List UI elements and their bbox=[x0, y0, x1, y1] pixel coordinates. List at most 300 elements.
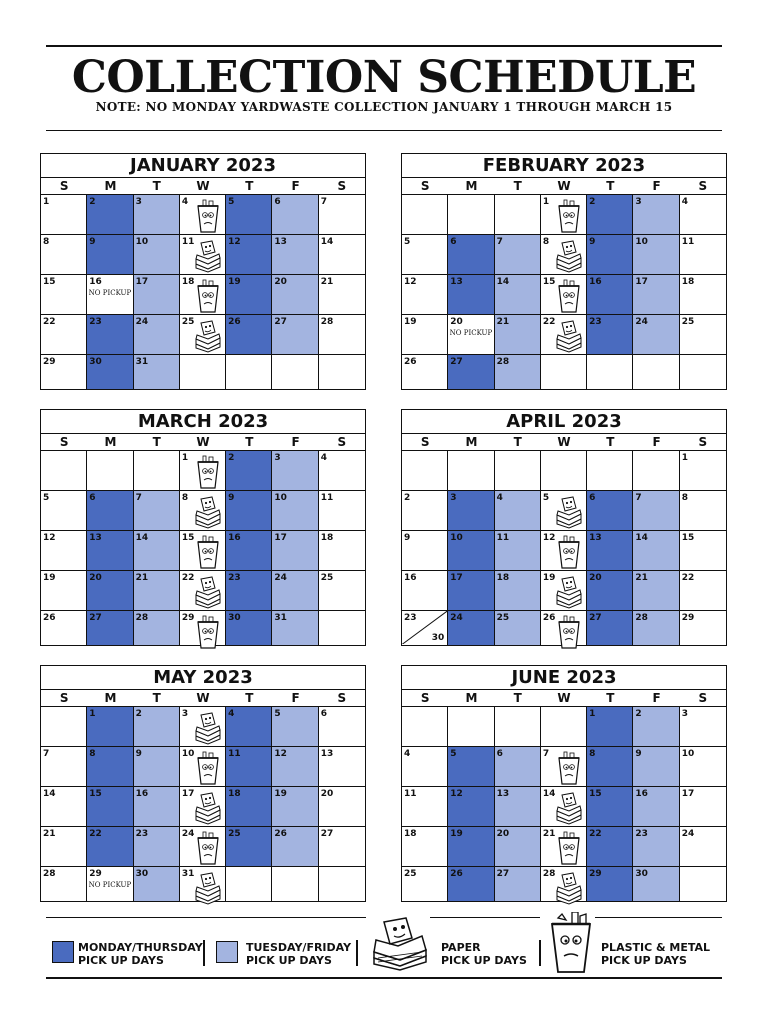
day-cell bbox=[87, 867, 133, 901]
weekday-label: F bbox=[652, 179, 661, 193]
day-number: 26 bbox=[274, 829, 287, 839]
day-cell bbox=[633, 195, 679, 235]
day-cell bbox=[134, 611, 180, 645]
day-cell bbox=[272, 611, 318, 645]
day-cell bbox=[41, 355, 87, 389]
day-number: 25 bbox=[320, 573, 334, 583]
day-cell bbox=[680, 275, 726, 315]
day-cell bbox=[680, 195, 726, 235]
day-number: 30 bbox=[135, 869, 149, 879]
page-title: COLLECTION SCHEDULE bbox=[71, 52, 697, 103]
day-number: 1 bbox=[542, 197, 550, 207]
weekday-header bbox=[402, 434, 726, 451]
day-number: 1 bbox=[181, 453, 189, 463]
recycle-bin-icon bbox=[194, 535, 222, 569]
day-number: 3 bbox=[681, 709, 688, 719]
day-cell bbox=[272, 827, 318, 867]
day-number: 8 bbox=[681, 493, 688, 503]
day-cell bbox=[180, 611, 226, 645]
day-number: 22 bbox=[589, 829, 602, 839]
day-cell bbox=[319, 275, 365, 315]
day-cell bbox=[226, 531, 272, 571]
recycle-bin-icon bbox=[194, 455, 222, 489]
day-number: 8 bbox=[181, 493, 189, 503]
day-cell bbox=[41, 491, 87, 531]
day-number: 11 bbox=[496, 533, 510, 543]
day-number: 28 bbox=[496, 357, 510, 367]
day-cell bbox=[448, 707, 494, 747]
day-cell bbox=[319, 571, 365, 611]
day-cell bbox=[633, 827, 679, 867]
day-number: 28 bbox=[320, 317, 334, 327]
day-cell bbox=[541, 491, 587, 531]
day-number: 27 bbox=[274, 317, 287, 327]
day-cell bbox=[180, 707, 226, 747]
legend-divider bbox=[356, 940, 358, 966]
day-number: 2 bbox=[135, 709, 142, 719]
day-number: 29 bbox=[181, 613, 195, 623]
day-cell bbox=[587, 355, 633, 389]
day-number: 12 bbox=[450, 789, 463, 799]
day-number: 9 bbox=[135, 749, 142, 759]
recycle-bin-icon bbox=[194, 831, 222, 865]
day-number: 22 bbox=[43, 317, 56, 327]
paper-stack-icon bbox=[555, 871, 583, 905]
weekday-label: T bbox=[606, 179, 615, 193]
day-cell bbox=[402, 315, 448, 355]
weekday-label: M bbox=[465, 179, 478, 193]
day-cell bbox=[448, 747, 494, 787]
weekday-label: T bbox=[152, 435, 161, 449]
day-cell bbox=[495, 827, 541, 867]
day-number: 26 bbox=[404, 357, 417, 367]
day-number: 6 bbox=[589, 493, 596, 503]
paper-stack-icon bbox=[194, 871, 222, 905]
calendar-april bbox=[401, 409, 727, 646]
day-cell bbox=[226, 451, 272, 491]
day-number: 15 bbox=[589, 789, 602, 799]
day-number: 13 bbox=[89, 533, 102, 543]
day-cell bbox=[541, 275, 587, 315]
day-number: 27 bbox=[496, 869, 510, 879]
day-cell bbox=[134, 867, 180, 901]
day-number: 27 bbox=[320, 829, 334, 839]
day-cell bbox=[495, 355, 541, 389]
day-cell bbox=[680, 491, 726, 531]
day-cell bbox=[402, 867, 448, 901]
day-cell bbox=[87, 571, 133, 611]
day-number: 14 bbox=[320, 237, 334, 247]
day-number: 21 bbox=[320, 277, 334, 287]
day-number: 13 bbox=[589, 533, 602, 543]
day-cell bbox=[226, 235, 272, 275]
day-number: 20 bbox=[496, 829, 510, 839]
weekday-label: T bbox=[606, 435, 615, 449]
day-number: 24 bbox=[274, 573, 287, 583]
weekday-label: F bbox=[291, 691, 300, 705]
day-cell bbox=[41, 827, 87, 867]
day-number: 3 bbox=[135, 197, 142, 207]
day-number: 3 bbox=[450, 493, 457, 503]
day-number: 20 bbox=[450, 317, 463, 327]
day-cell bbox=[87, 315, 133, 355]
day-cell bbox=[402, 747, 448, 787]
header-rule bbox=[46, 130, 722, 131]
day-number: 15 bbox=[43, 277, 56, 287]
weekday-label: T bbox=[245, 179, 254, 193]
day-cell bbox=[402, 571, 448, 611]
day-cell bbox=[226, 611, 272, 645]
day-number: 23 bbox=[135, 829, 149, 839]
day-number: 18 bbox=[496, 573, 510, 583]
day-number: 25 bbox=[496, 613, 510, 623]
day-number: 9 bbox=[589, 237, 596, 247]
day-number: 4 bbox=[228, 709, 235, 719]
day-cell bbox=[134, 747, 180, 787]
weekday-header bbox=[402, 178, 726, 195]
paper-stack-icon bbox=[555, 575, 583, 609]
day-cell bbox=[495, 315, 541, 355]
day-cell bbox=[587, 867, 633, 901]
day-cell bbox=[402, 611, 448, 645]
day-number: 20 bbox=[589, 573, 602, 583]
day-cell bbox=[495, 195, 541, 235]
day-number: 12 bbox=[43, 533, 56, 543]
day-number: 17 bbox=[181, 789, 195, 799]
day-cell bbox=[402, 531, 448, 571]
paper-stack-icon bbox=[194, 239, 222, 273]
day-cell bbox=[41, 451, 87, 491]
day-cell bbox=[495, 707, 541, 747]
day-number: 14 bbox=[43, 789, 56, 799]
day-cell bbox=[448, 867, 494, 901]
day-cell bbox=[180, 275, 226, 315]
day-number: 10 bbox=[450, 533, 463, 543]
recycle-bin-icon bbox=[548, 912, 594, 974]
day-cell bbox=[680, 315, 726, 355]
month-title: JUNE 2023 bbox=[402, 666, 726, 690]
day-cell bbox=[448, 787, 494, 827]
day-number: 4 bbox=[320, 453, 327, 463]
day-cell bbox=[448, 451, 494, 491]
day-cell bbox=[272, 451, 318, 491]
legend-divider bbox=[539, 940, 541, 966]
day-cell bbox=[134, 315, 180, 355]
day-number: 16 bbox=[635, 789, 648, 799]
day-number: 21 bbox=[496, 317, 510, 327]
day-number: 22 bbox=[542, 317, 556, 327]
day-cell bbox=[541, 867, 587, 901]
day-cell bbox=[587, 451, 633, 491]
weekday-label: T bbox=[513, 435, 522, 449]
weekday-header bbox=[402, 690, 726, 707]
day-cell bbox=[87, 827, 133, 867]
weekday-header bbox=[41, 434, 365, 451]
day-number: 23 bbox=[404, 613, 417, 623]
day-number: 15 bbox=[542, 277, 556, 287]
day-number: 14 bbox=[135, 533, 149, 543]
day-cell bbox=[587, 787, 633, 827]
day-cell bbox=[680, 827, 726, 867]
day-cell bbox=[319, 451, 365, 491]
weekday-label: M bbox=[465, 435, 478, 449]
day-cell bbox=[448, 275, 494, 315]
day-cell bbox=[587, 571, 633, 611]
day-cell bbox=[87, 787, 133, 827]
day-number: 27 bbox=[589, 613, 602, 623]
day-cell bbox=[41, 571, 87, 611]
day-number: 28 bbox=[635, 613, 648, 623]
day-number: 31 bbox=[274, 613, 287, 623]
calendar-june bbox=[401, 665, 727, 902]
day-cell bbox=[41, 531, 87, 571]
legend-divider bbox=[203, 940, 205, 966]
weekday-label: W bbox=[557, 435, 571, 449]
weekday-label: S bbox=[59, 435, 69, 449]
day-number: 7 bbox=[135, 493, 142, 503]
recycle-bin-icon bbox=[194, 199, 222, 233]
day-number: 23 bbox=[589, 317, 602, 327]
day-cell bbox=[402, 275, 448, 315]
day-cell bbox=[319, 195, 365, 235]
day-cell bbox=[633, 571, 679, 611]
day-number: 19 bbox=[404, 317, 417, 327]
day-number: 6 bbox=[320, 709, 327, 719]
day-cell bbox=[495, 571, 541, 611]
day-cell bbox=[587, 611, 633, 645]
recycle-bin-icon bbox=[194, 615, 222, 649]
day-cell bbox=[541, 571, 587, 611]
day-cell bbox=[402, 195, 448, 235]
day-number: 30 bbox=[228, 613, 241, 623]
day-cell bbox=[272, 315, 318, 355]
day-cell bbox=[41, 315, 87, 355]
day-number: 5 bbox=[43, 493, 50, 503]
day-cell bbox=[587, 747, 633, 787]
paper-stack-icon bbox=[194, 575, 222, 609]
weekday-label: S bbox=[337, 179, 347, 193]
day-cell bbox=[319, 867, 365, 901]
day-cell bbox=[41, 195, 87, 235]
weekday-label: T bbox=[513, 179, 522, 193]
day-cell bbox=[448, 827, 494, 867]
no-pickup-label: NO PICKUP bbox=[88, 289, 132, 297]
day-number: 16 bbox=[135, 789, 149, 799]
calendar-january bbox=[40, 153, 366, 390]
day-cell bbox=[633, 787, 679, 827]
day-cell bbox=[587, 531, 633, 571]
day-number: 18 bbox=[181, 277, 195, 287]
day-number: 23 bbox=[635, 829, 648, 839]
day-number: 27 bbox=[89, 613, 102, 623]
paper-stack-icon bbox=[194, 711, 222, 745]
day-number: 19 bbox=[228, 277, 241, 287]
day-number: 10 bbox=[135, 237, 149, 247]
day-cell bbox=[680, 867, 726, 901]
day-number: 6 bbox=[89, 493, 96, 503]
day-cell bbox=[87, 491, 133, 531]
day-cell bbox=[587, 195, 633, 235]
no-pickup-label: NO PICKUP bbox=[449, 329, 493, 337]
day-number: 7 bbox=[43, 749, 50, 759]
recycle-bin-icon bbox=[555, 751, 583, 785]
day-number: 6 bbox=[496, 749, 503, 759]
weekday-label: S bbox=[420, 691, 430, 705]
recycle-bin-icon bbox=[555, 199, 583, 233]
day-number: 17 bbox=[681, 789, 695, 799]
day-number: 19 bbox=[274, 789, 287, 799]
day-cell bbox=[134, 827, 180, 867]
day-number: 5 bbox=[274, 709, 281, 719]
day-number: 29 bbox=[43, 357, 56, 367]
day-cell bbox=[633, 451, 679, 491]
day-cell bbox=[134, 235, 180, 275]
day-cell bbox=[134, 275, 180, 315]
day-cell bbox=[272, 235, 318, 275]
day-number: 19 bbox=[450, 829, 463, 839]
day-number: 17 bbox=[135, 277, 149, 287]
day-number: 20 bbox=[89, 573, 102, 583]
day-cell bbox=[541, 315, 587, 355]
day-number: 29 bbox=[89, 869, 102, 879]
day-cell bbox=[633, 747, 679, 787]
day-cell bbox=[87, 195, 133, 235]
day-number: 5 bbox=[542, 493, 550, 503]
day-cell bbox=[495, 275, 541, 315]
day-number: 12 bbox=[542, 533, 556, 543]
day-cell bbox=[272, 867, 318, 901]
weekday-label: F bbox=[652, 691, 661, 705]
day-number: 9 bbox=[228, 493, 235, 503]
day-cell bbox=[541, 531, 587, 571]
day-number: 11 bbox=[228, 749, 241, 759]
paper-stack-icon bbox=[194, 319, 222, 353]
day-cell bbox=[41, 275, 87, 315]
weekday-label: W bbox=[557, 179, 571, 193]
day-cell bbox=[272, 707, 318, 747]
day-number: 7 bbox=[496, 237, 503, 247]
day-cell bbox=[180, 747, 226, 787]
day-cell bbox=[541, 355, 587, 389]
day-cell bbox=[226, 571, 272, 611]
day-number: 14 bbox=[496, 277, 510, 287]
calendar-may bbox=[40, 665, 366, 902]
day-number: 18 bbox=[228, 789, 241, 799]
day-number: 2 bbox=[228, 453, 235, 463]
day-number: 3 bbox=[181, 709, 189, 719]
tue-fri-swatch bbox=[216, 941, 238, 963]
recycle-bin-icon bbox=[555, 535, 583, 569]
day-number: 4 bbox=[496, 493, 503, 503]
weekday-label: F bbox=[652, 435, 661, 449]
legend-rule-mid bbox=[430, 917, 540, 918]
paper-stack-icon bbox=[555, 791, 583, 825]
day-cell bbox=[541, 787, 587, 827]
day-number: 24 bbox=[450, 613, 463, 623]
day-cell bbox=[633, 315, 679, 355]
weekday-label: F bbox=[291, 435, 300, 449]
day-number: 13 bbox=[274, 237, 287, 247]
day-cell bbox=[319, 531, 365, 571]
day-number: 25 bbox=[181, 317, 195, 327]
day-number: 25 bbox=[404, 869, 417, 879]
bottom-rule bbox=[46, 977, 722, 979]
day-cell bbox=[319, 747, 365, 787]
day-number: 5 bbox=[228, 197, 235, 207]
day-cell bbox=[448, 355, 494, 389]
month-title: JANUARY 2023 bbox=[41, 154, 365, 178]
day-number: 30 bbox=[635, 869, 648, 879]
day-cell bbox=[134, 491, 180, 531]
day-cell bbox=[541, 235, 587, 275]
day-number: 17 bbox=[274, 533, 287, 543]
day-cell bbox=[41, 235, 87, 275]
day-cell bbox=[319, 491, 365, 531]
day-number: 26 bbox=[542, 613, 556, 623]
day-cell bbox=[180, 571, 226, 611]
day-number: 31 bbox=[135, 357, 149, 367]
day-cell bbox=[633, 611, 679, 645]
day-number: 20 bbox=[320, 789, 334, 799]
day-grid bbox=[41, 195, 365, 389]
day-cell bbox=[87, 235, 133, 275]
day-number: 4 bbox=[181, 197, 189, 207]
day-number: 10 bbox=[181, 749, 195, 759]
day-number: 28 bbox=[542, 869, 556, 879]
day-number: 7 bbox=[635, 493, 642, 503]
day-number: 21 bbox=[43, 829, 56, 839]
weekday-label: S bbox=[420, 435, 430, 449]
day-cell bbox=[680, 787, 726, 827]
day-cell bbox=[134, 355, 180, 389]
day-number: 18 bbox=[320, 533, 334, 543]
weekday-header bbox=[41, 690, 365, 707]
mon-thu-swatch bbox=[52, 941, 74, 963]
day-cell bbox=[226, 491, 272, 531]
day-cell bbox=[272, 571, 318, 611]
day-cell bbox=[180, 235, 226, 275]
paper-stack-icon bbox=[368, 914, 432, 972]
paper-stack-icon bbox=[555, 319, 583, 353]
day-cell bbox=[41, 787, 87, 827]
day-number: 21 bbox=[635, 573, 648, 583]
day-number: 1 bbox=[43, 197, 50, 207]
day-cell bbox=[134, 531, 180, 571]
day-number: 2 bbox=[89, 197, 96, 207]
day-cell bbox=[680, 611, 726, 645]
day-cell bbox=[633, 867, 679, 901]
day-cell bbox=[134, 195, 180, 235]
day-cell bbox=[319, 787, 365, 827]
day-cell bbox=[448, 611, 494, 645]
recycle-bin-icon bbox=[555, 831, 583, 865]
day-number: 26 bbox=[43, 613, 56, 623]
month-title: FEBRUARY 2023 bbox=[402, 154, 726, 178]
day-number: 6 bbox=[450, 237, 457, 247]
day-cell bbox=[226, 787, 272, 827]
day-cell bbox=[633, 491, 679, 531]
day-cell bbox=[272, 195, 318, 235]
calendar-march bbox=[40, 409, 366, 646]
paper-stack-icon bbox=[194, 791, 222, 825]
day-number: 7 bbox=[320, 197, 327, 207]
day-cell bbox=[180, 827, 226, 867]
day-number: 8 bbox=[89, 749, 96, 759]
day-number: 10 bbox=[681, 749, 695, 759]
day-number: 13 bbox=[496, 789, 510, 799]
day-number: 27 bbox=[450, 357, 463, 367]
day-cell bbox=[87, 275, 133, 315]
